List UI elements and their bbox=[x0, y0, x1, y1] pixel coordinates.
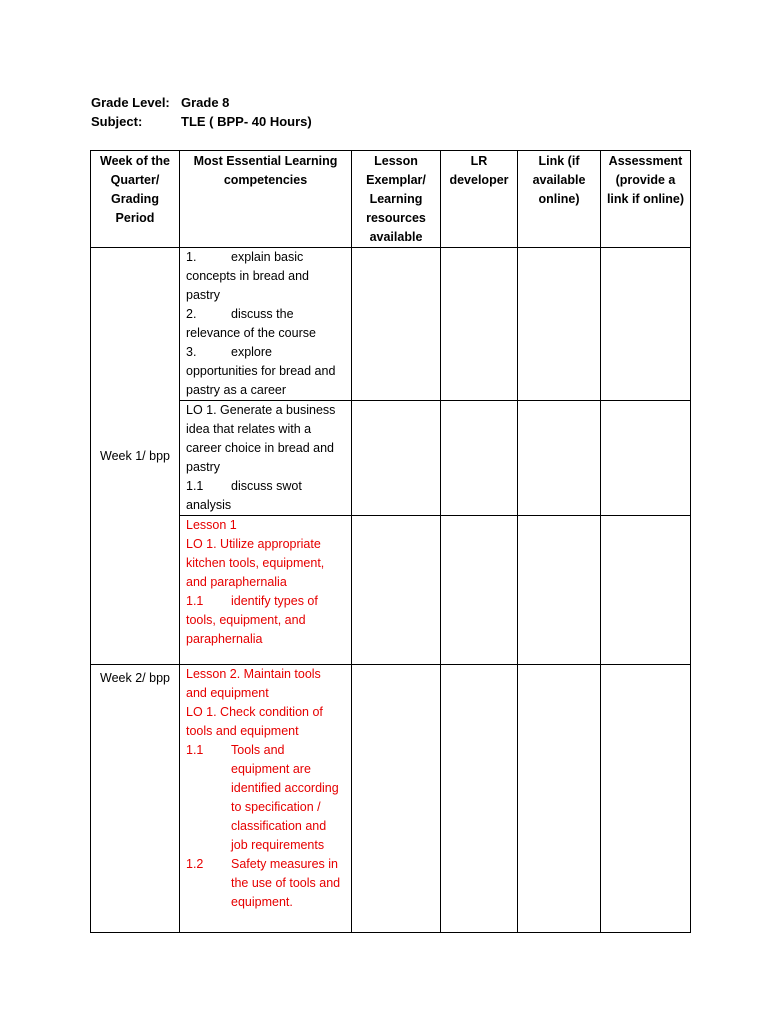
header-week: Week of the Quarter/ Grading Period bbox=[91, 151, 180, 248]
header-row bbox=[91, 151, 691, 248]
item-text: explain basic concepts in bread and pastry bbox=[186, 250, 310, 302]
empty-cell bbox=[601, 248, 691, 401]
table-row bbox=[91, 401, 691, 516]
learning-outcome: LO 1. Generate a business idea that relates with a career choice in bread and pastry bbox=[186, 403, 336, 474]
empty-cell bbox=[518, 516, 601, 665]
learning-outcome: LO 1. Check condition of tools and equipment bbox=[186, 705, 323, 738]
competency-cell bbox=[180, 516, 352, 665]
empty-cell bbox=[601, 516, 691, 665]
header-link: Link (if available online) bbox=[518, 151, 601, 248]
item-number: 1.1 bbox=[186, 743, 204, 757]
item-text: explore opportunities for bread and pastry as a career bbox=[186, 345, 336, 397]
competency-cell bbox=[180, 401, 352, 516]
item-number: 1.1 bbox=[186, 594, 204, 608]
item-text: discuss the relevance of the course bbox=[186, 307, 316, 340]
header-lr-developer: LR developer bbox=[441, 151, 518, 248]
item-number: 1.2 bbox=[186, 857, 204, 871]
table-row bbox=[91, 665, 691, 933]
empty-cell bbox=[518, 401, 601, 516]
empty-cell bbox=[518, 248, 601, 401]
grade-level-value: Grade 8 bbox=[181, 95, 230, 110]
lesson-title: Lesson 1 bbox=[186, 518, 237, 532]
table-row bbox=[91, 248, 691, 401]
item-number: 1.1 bbox=[186, 479, 204, 493]
learning-outcome: LO 1. Utilize appropriate kitchen tools, equipment, and paraphernalia bbox=[186, 537, 325, 589]
empty-cell bbox=[441, 665, 518, 933]
empty-cell bbox=[352, 665, 441, 933]
empty-cell bbox=[352, 516, 441, 665]
item-text: identify types of tools, equipment, and paraphernalia bbox=[186, 594, 318, 646]
subject-value: TLE ( BPP- 40 Hours) bbox=[181, 114, 312, 129]
empty-cell bbox=[352, 248, 441, 401]
competency-cell bbox=[180, 665, 352, 933]
empty-cell bbox=[441, 401, 518, 516]
competency-cell bbox=[180, 248, 352, 401]
item-number: 1. bbox=[186, 250, 197, 264]
empty-cell bbox=[601, 401, 691, 516]
header-competencies: Most Essential Learning competencies bbox=[180, 151, 352, 248]
week-cell: Week 1/ bpp bbox=[91, 248, 180, 665]
item-text: discuss swot analysis bbox=[186, 479, 302, 512]
document-header bbox=[91, 93, 312, 131]
empty-cell bbox=[518, 665, 601, 933]
grade-level-label: Grade Level: bbox=[91, 95, 170, 110]
item-text: Tools and equipment are identified according to specification / classification and job requirements bbox=[231, 743, 339, 852]
grade-level-row bbox=[91, 93, 312, 112]
empty-cell bbox=[441, 516, 518, 665]
empty-cell bbox=[352, 401, 441, 516]
lesson-title: Lesson 2. Maintain tools and equipment bbox=[186, 667, 321, 700]
item-number: 2. bbox=[186, 307, 197, 321]
subject-row bbox=[91, 112, 312, 131]
header-lesson-exemplar: Lesson Exemplar/ Learning resources available bbox=[352, 151, 441, 248]
week-cell: Week 2/ bpp bbox=[91, 665, 180, 933]
empty-cell bbox=[441, 248, 518, 401]
competencies-table bbox=[90, 150, 691, 933]
table-row bbox=[91, 516, 691, 665]
item-text: Safety measures in the use of tools and equipment. bbox=[231, 857, 341, 909]
item-number: 3. bbox=[186, 345, 197, 359]
empty-cell bbox=[601, 665, 691, 933]
subject-label: Subject: bbox=[91, 114, 143, 129]
header-assessment: Assessment (provide a link if online) bbox=[601, 151, 691, 248]
